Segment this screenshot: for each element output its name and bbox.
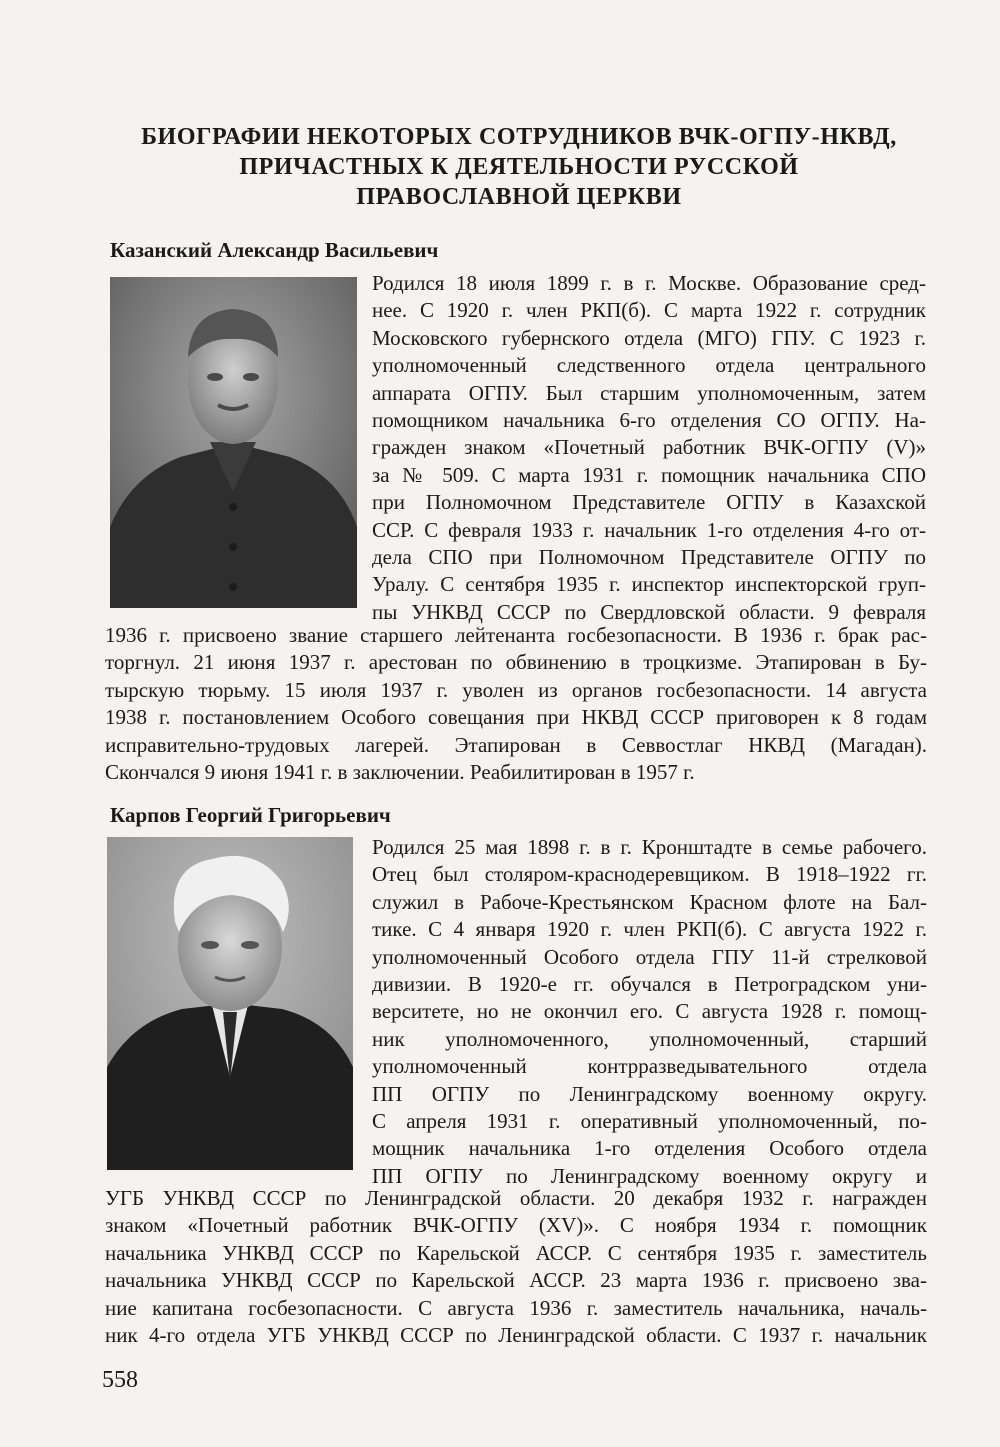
bio-line: Московского губернского отдела (МГО) ГПУ. С 1923 г. <box>372 325 926 350</box>
bio-line: мощник начальника 1-го отделения Особого отдела <box>372 1136 927 1161</box>
heading-line-2: ПРИЧАСТНЫХ К ДЕЯТЕЛЬНОСТИ РУССКОЙ <box>239 154 799 180</box>
entry-name: Карпов Георгий Григорьевич <box>110 803 391 827</box>
entry-name: Казанский Александр Васильевич <box>110 238 439 262</box>
bio-line: 1936 г. присвоено звание старшего лейтенанта госбезопасности. В 1936 г. брак рас- <box>105 623 927 647</box>
bio-line: знаком «Почетный работник ВЧК-ОГПУ (XV)». С ноября 1934 г. помощник <box>105 1213 927 1238</box>
heading-line-3: ПРАВОСЛАВНОЙ ЦЕРКВИ <box>356 184 682 210</box>
bio-line: дивизии. В 1920-е гг. обучался в Петроградском уни- <box>372 971 927 996</box>
bio-line: уполномоченный контрразведывательного отдела <box>372 1054 927 1079</box>
heading-line-1: БИОГРАФИИ НЕКОТОРЫХ СОТРУДНИКОВ ВЧК-ОГПУ-НКВД, <box>141 124 897 150</box>
bio-line: пы УНКВД СССР по Свердловской области. 9 февраля <box>372 599 926 624</box>
bio-line: ник уполномоченного, уполномоченный, старший <box>372 1026 927 1051</box>
bio-line: Отец был столяром-краснодеревщиком. В 1918–1922 гг. <box>372 862 927 887</box>
biography-text-full <box>105 1185 927 1349</box>
portrait-photo <box>107 837 353 1170</box>
portrait-image <box>110 277 357 608</box>
bio-line: уполномоченный Особого отдела ГПУ 11-й стрелковой <box>372 944 927 969</box>
bio-line: ПП ОГПУ по Ленинградскому военному округу. <box>372 1081 927 1106</box>
bio-line: за № 509. С марта 1931 г. помощник начальника СПО <box>372 462 926 487</box>
bio-line: служил в Рабоче-Крестьянском Красном флоте на Бал- <box>372 889 927 914</box>
bio-line: дела СПО при Полномочном Представителе ОГПУ по <box>372 544 926 569</box>
bio-line: Родился 18 июля 1899 г. в г. Москве. Образование сред- <box>372 271 926 295</box>
bio-line: УГБ УНКВД СССР по Ленинградской области. 20 декабря 1932 г. награжден <box>105 1186 927 1210</box>
bio-line: начальника УНКВД СССР по Карельской АССР. 23 марта 1936 г. присвоено зва- <box>105 1268 927 1293</box>
bio-line: помощником начальника 6-го отделения СО ОГПУ. На- <box>372 407 926 432</box>
bio-line: ПП ОГПУ по Ленинградскому военному округу и <box>372 1163 927 1188</box>
bio-line: начальника УНКВД СССР по Карельской АССР. С сентября 1935 г. заместитель <box>105 1240 927 1265</box>
bio-line: 1938 г. постановлением Особого совещания при НКВД СССР приговорен к 8 годам <box>105 705 927 730</box>
bio-line: ник 4-го отдела УГБ УНКВД СССР по Ленинградской области. С 1937 г. начальник <box>105 1322 927 1347</box>
bio-line: Уралу. С сентября 1935 г. инспектор инспекторской груп- <box>372 572 926 597</box>
biography-text-wrapped <box>372 270 926 626</box>
bio-line: исправительно-трудовых лагерей. Этапирован в Севвостлаг НКВД (Магадан). <box>105 732 927 757</box>
page-number: 558 <box>102 1367 138 1393</box>
portrait-photo <box>110 277 357 608</box>
bio-line: торгнул. 21 июня 1937 г. арестован по обвинению в троцкизме. Этапирован в Бу- <box>105 650 927 675</box>
bio-line: С апреля 1931 г. оперативный уполномоченный, по- <box>372 1108 927 1133</box>
portrait-image <box>107 837 353 1170</box>
biography-text-full <box>105 622 927 786</box>
bio-line: Родился 25 мая 1898 г. в г. Кронштадте в семье рабочего. <box>372 835 927 859</box>
bio-line: при Полномочном Представителе ОГПУ в Казахской <box>372 490 926 515</box>
bio-line: верситете, но не окончил его. С августа 1928 г. помощ- <box>372 999 927 1024</box>
bio-line: уполномоченный следственного отдела центрального <box>372 353 926 378</box>
bio-line: нее. С 1920 г. член РКП(б). С марта 1922 г. сотрудник <box>372 298 926 323</box>
bio-line: тырскую тюрьму. 15 июля 1937 г. уволен из органов госбезопасности. 14 августа <box>105 677 927 702</box>
biography-text-wrapped <box>372 834 927 1190</box>
bio-line: гражден знаком «Почетный работник ВЧК-ОГПУ (V)» <box>372 435 926 460</box>
bio-line: ние капитана госбезопасности. С августа 1936 г. заместитель начальника, началь- <box>105 1295 927 1320</box>
chapter-heading <box>104 122 934 212</box>
bio-line: Скончался 9 июня 1941 г. в заключении. Реабилитирован в 1957 г. <box>105 759 695 784</box>
bio-line: тике. С 4 января 1920 г. член РКП(б). С августа 1922 г. <box>372 917 927 942</box>
bio-line: аппарата ОГПУ. Был старшим уполномоченным, затем <box>372 380 926 405</box>
bio-line: ССР. С февраля 1933 г. начальник 1-го отделения 4-го от- <box>372 517 926 542</box>
